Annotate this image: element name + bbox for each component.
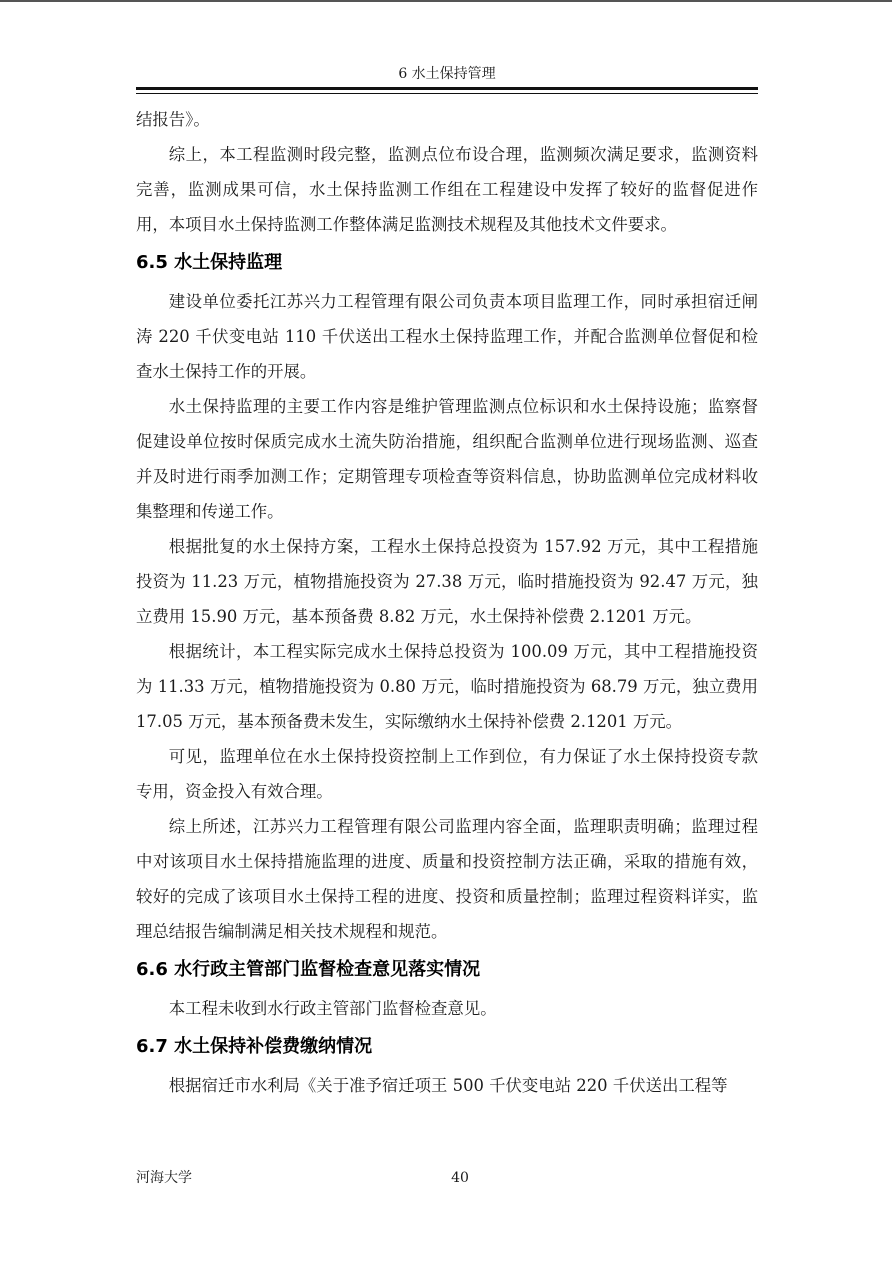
page-top-edge (0, 0, 892, 2)
section-heading-6-7: 6.7 水土保持补偿费缴纳情况 (136, 1036, 373, 1057)
paragraph-actual-investment: 根据统计，本工程实际完成水土保持总投资为 100.09 万元，其中工程措施投资为 11.33 万元，植物措施投资为 0.80 万元，临时措施投资为 68.79 万元，独立费用 17.05 万元，基本预备费未发生，实际缴纳水土保持补偿费 2.1201 万元。 (136, 642, 758, 731)
header-rule-thin (136, 93, 758, 94)
paragraph-supervision-summary: 综上所述，江苏兴力工程管理有限公司监理内容全面，监理职责明确；监理过程中对该项目水土保持措施监理的进度、质量和投资控制方法正确，采取的措施有效，较好的完成了该项目水土保持工程的进度、投资和质量控制；监理过程资料详实，监理总结报告编制满足相关技术规程和规范。 (136, 817, 758, 941)
paragraph-compensation-fee: 根据宿迁市水利局《关于准予宿迁项王 500 千伏变电站 220 千伏送出工程等 (168, 1076, 728, 1095)
paragraph-supervision-tasks: 水土保持监理的主要工作内容是维护管理监测点位标识和水土保持设施；监察督促建设单位按时保质完成水土流失防治措施，组织配合监测单位进行现场监测、巡查并及时进行雨季加测工作；定期管理专项检查等资料信息，协助监测单位完成材料收集整理和传递工作。 (136, 397, 758, 521)
paragraph-investment-control: 可见，监理单位在水土保持投资控制上工作到位，有力保证了水土保持投资专款专用，资金投入有效合理。 (136, 747, 758, 801)
document-body (136, 102, 758, 1103)
header-rule-thick (136, 87, 758, 90)
paragraph-approved-investment: 根据批复的水土保持方案，工程水土保持总投资为 157.92 万元，其中工程措施投资为 11.23 万元，植物措施投资为 27.38 万元，临时措施投资为 92.47 万元，独立费用 15.90 万元，基本预备费 8.82 万元，水土保持补偿费 2.1201 万元。 (136, 537, 758, 626)
running-header-title: 6 水土保持管理 (398, 66, 496, 82)
paragraph-supervision-entrusted: 建设单位委托江苏兴力工程管理有限公司负责本项目监理工作，同时承担宿迁闸涛 220 千伏变电站 110 千伏送出工程水土保持监理工作，并配合监测单位督促和检查水土保持工作的开展。 (136, 292, 758, 381)
section-heading-6-6: 6.6 水行政主管部门监督检查意见落实情况 (136, 959, 481, 980)
paragraph-inspection-opinions: 本工程未收到水行政主管部门监督检查意见。 (168, 999, 497, 1018)
footer-institution: 河海大学 (136, 1170, 192, 1186)
paragraph-monitoring-summary: 综上，本工程监测时段完整，监测点位布设合理，监测频次满足要求，监测资料完善，监测成果可信，水土保持监测工作组在工程建设中发挥了较好的监督促进作用，本项目水土保持监测工作整体满足监测技术规程及其他技术文件要求。 (136, 145, 758, 234)
paragraph-continued: 结报告》。 (136, 110, 210, 129)
section-heading-6-5: 6.5 水土保持监理 (136, 252, 283, 273)
page-number: 40 (451, 1170, 469, 1186)
